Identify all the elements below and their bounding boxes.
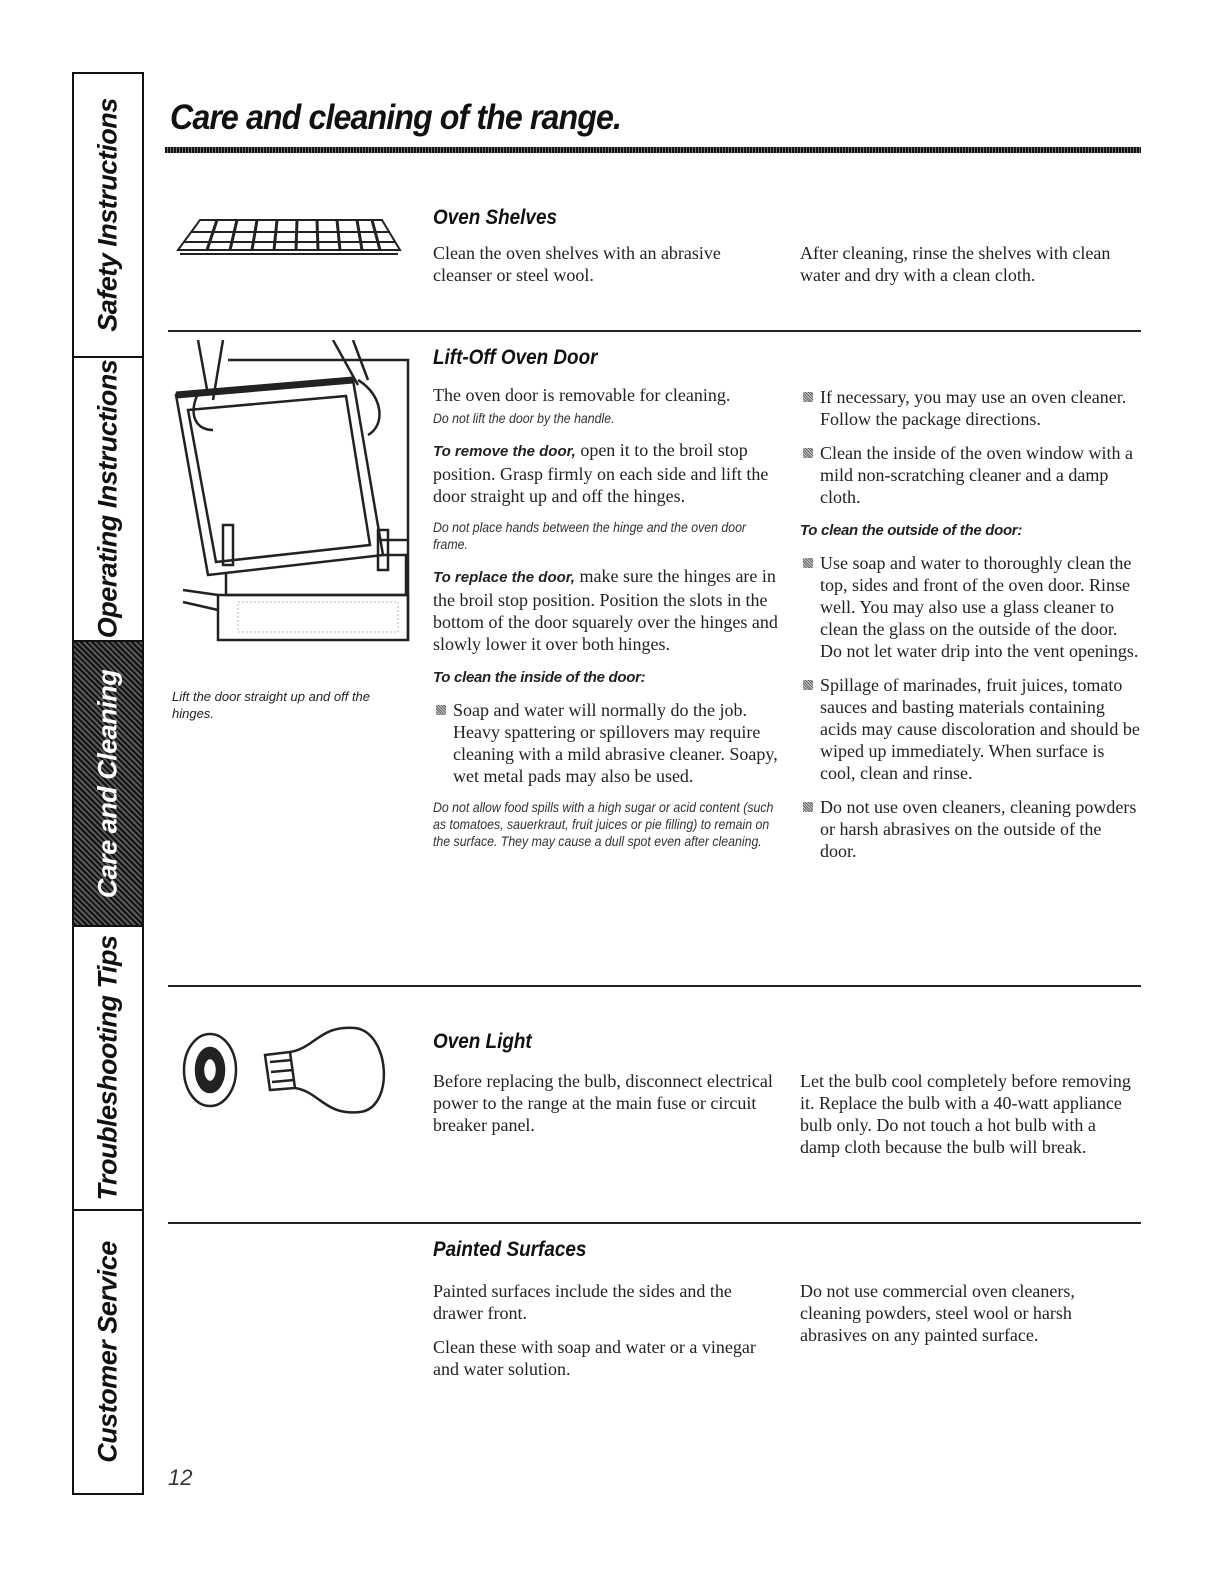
bullet-marker bbox=[436, 705, 446, 715]
page-title: Care and cleaning of the range. bbox=[170, 98, 622, 137]
bullet-marker bbox=[803, 558, 813, 568]
divider bbox=[168, 1222, 1141, 1224]
bullet-marker bbox=[803, 802, 813, 812]
oven-light-heading: Oven Light bbox=[433, 1030, 532, 1053]
painted-surfaces-col1 bbox=[433, 1280, 778, 1392]
oven-shelves-heading: Oven Shelves bbox=[433, 206, 557, 229]
painted-surfaces-text-2: Clean these with soap and water or a vinegar and water solution. bbox=[433, 1337, 756, 1379]
oven-shelves-col2 bbox=[800, 242, 1120, 298]
painted-surfaces-text-1: Painted surfaces include the sides and the drawer front. bbox=[433, 1281, 732, 1323]
oven-shelves-rinse-text: After cleaning, rinse the shelves with clean water and dry with a clean cloth. bbox=[800, 243, 1111, 285]
divider bbox=[168, 985, 1141, 987]
oven-door-illustration bbox=[168, 340, 413, 655]
door-outside-bullet-2-text: Spillage of marinades, fruit juices, tomato sauces and basting materials containing acids may cause discoloration and should be wiped up immediately. When surface is cool, clean and rinse. bbox=[820, 675, 1140, 783]
oven-light-col2 bbox=[800, 1070, 1135, 1170]
door-replace-paragraph bbox=[433, 565, 778, 655]
tab-label: Troubleshooting Tips bbox=[92, 935, 123, 1201]
tab-care-and-cleaning[interactable] bbox=[74, 642, 142, 926]
tab-label: Care and Cleaning bbox=[92, 669, 123, 898]
painted-surfaces-warning: Do not use commercial oven cleaners, cleaning powders, steel wool or harsh abrasives on any painted surface. bbox=[800, 1281, 1075, 1345]
door-note-food-spills: Do not allow food spills with a high sugar or acid content (such as tomatoes, sauerkraut, fruit juices or pie filling) to remain on the surface. They may cause a dull spot even after cleaning. bbox=[433, 799, 774, 849]
door-cleaner-bullet-text: If necessary, you may use an oven cleaner. Follow the package directions. bbox=[820, 387, 1127, 429]
side-tab-column bbox=[72, 72, 144, 1495]
oven-shelves-col1 bbox=[433, 242, 773, 298]
tab-label: Customer Service bbox=[92, 1241, 123, 1463]
oven-light-power-text: Before replacing the bulb, disconnect electrical power to the range at the main fuse or circuit breaker panel. bbox=[433, 1071, 773, 1135]
lift-off-door-col2 bbox=[800, 386, 1140, 874]
door-inside-bullet-text: Soap and water will normally do the job. Heavy spattering or spillovers may require cleaning with a mild abrasive cleaner. Soapy, wet metal pads may also be used. bbox=[453, 700, 778, 786]
door-note-handle: Do not lift the door by the handle. bbox=[433, 410, 615, 426]
tab-label: Safety Instructions bbox=[92, 98, 123, 332]
tab-troubleshooting-tips[interactable] bbox=[74, 927, 142, 1211]
door-inside-heading: To clean the inside of the door: bbox=[433, 669, 646, 686]
door-outside-bullet-1-text: Use soap and water to thoroughly clean the top, sides and front of the oven door. Rinse well. You may also use a glass cleaner to clean the glass on the outside of the door. Do not let water drip into the vent openings. bbox=[820, 553, 1139, 661]
door-outside-bullet-3-text: Do not use oven cleaners, cleaning powders or harsh abrasives on the outside of the door. bbox=[820, 797, 1137, 861]
oven-light-col1 bbox=[433, 1070, 773, 1148]
door-outside-bullet-1 bbox=[800, 552, 1140, 662]
door-remove-paragraph bbox=[433, 439, 778, 507]
page-number: 12 bbox=[168, 1465, 193, 1490]
door-inside-bullet bbox=[433, 699, 778, 787]
oven-shelf-illustration bbox=[172, 210, 407, 265]
door-outside-bullet-2 bbox=[800, 674, 1140, 784]
bullet-marker bbox=[803, 680, 813, 690]
door-outside-heading: To clean the outside of the door: bbox=[800, 522, 1023, 539]
door-outside-bullet-3 bbox=[800, 796, 1140, 862]
painted-surfaces-heading: Painted Surfaces bbox=[433, 1238, 587, 1261]
door-note-hinge: Do not place hands between the hinge and the oven door frame. bbox=[433, 519, 747, 552]
bullet-marker bbox=[803, 392, 813, 402]
oven-light-bulb-text: Let the bulb cool completely before removing it. Replace the bulb with a 40-watt appliance bulb only. Do not touch a hot bulb with a damp cloth because the bulb will break. bbox=[800, 1071, 1131, 1157]
lift-off-door-col1 bbox=[433, 384, 778, 862]
door-replace-lead: To replace the door, bbox=[433, 569, 575, 586]
door-window-bullet bbox=[800, 442, 1140, 508]
door-remove-text: open it to the broil stop position. Grasp firmly on each side and lift the door straight up and off the hinges. bbox=[433, 440, 769, 506]
bullet-marker bbox=[803, 448, 813, 458]
light-bulb-illustration bbox=[170, 1010, 405, 1130]
door-replace-text: make sure the hinges are in the broil stop position. Position the slots in the bottom of the door squarely over the hinges and slowly lower it over both hinges. bbox=[433, 566, 778, 654]
lift-off-door-heading: Lift-Off Oven Door bbox=[433, 346, 598, 369]
painted-surfaces-col2 bbox=[800, 1280, 1110, 1358]
tab-label: Operating Instructions bbox=[92, 360, 123, 639]
door-illustration-caption: Lift the door straight up and off the hinges. bbox=[172, 689, 371, 721]
tab-safety-instructions[interactable] bbox=[74, 74, 142, 358]
oven-shelves-text: Clean the oven shelves with an abrasive cleanser or steel wool. bbox=[433, 243, 721, 285]
tab-customer-service[interactable] bbox=[74, 1211, 142, 1493]
tab-operating-instructions[interactable] bbox=[74, 358, 142, 642]
divider bbox=[168, 330, 1141, 332]
door-remove-lead: To remove the door, bbox=[433, 443, 576, 460]
door-intro: The oven door is removable for cleaning. bbox=[433, 385, 731, 405]
door-window-bullet-text: Clean the inside of the oven window with a mild non-scratching cleaner and a damp cloth. bbox=[820, 443, 1133, 507]
door-cleaner-bullet bbox=[800, 386, 1140, 430]
title-rule bbox=[165, 147, 1141, 153]
